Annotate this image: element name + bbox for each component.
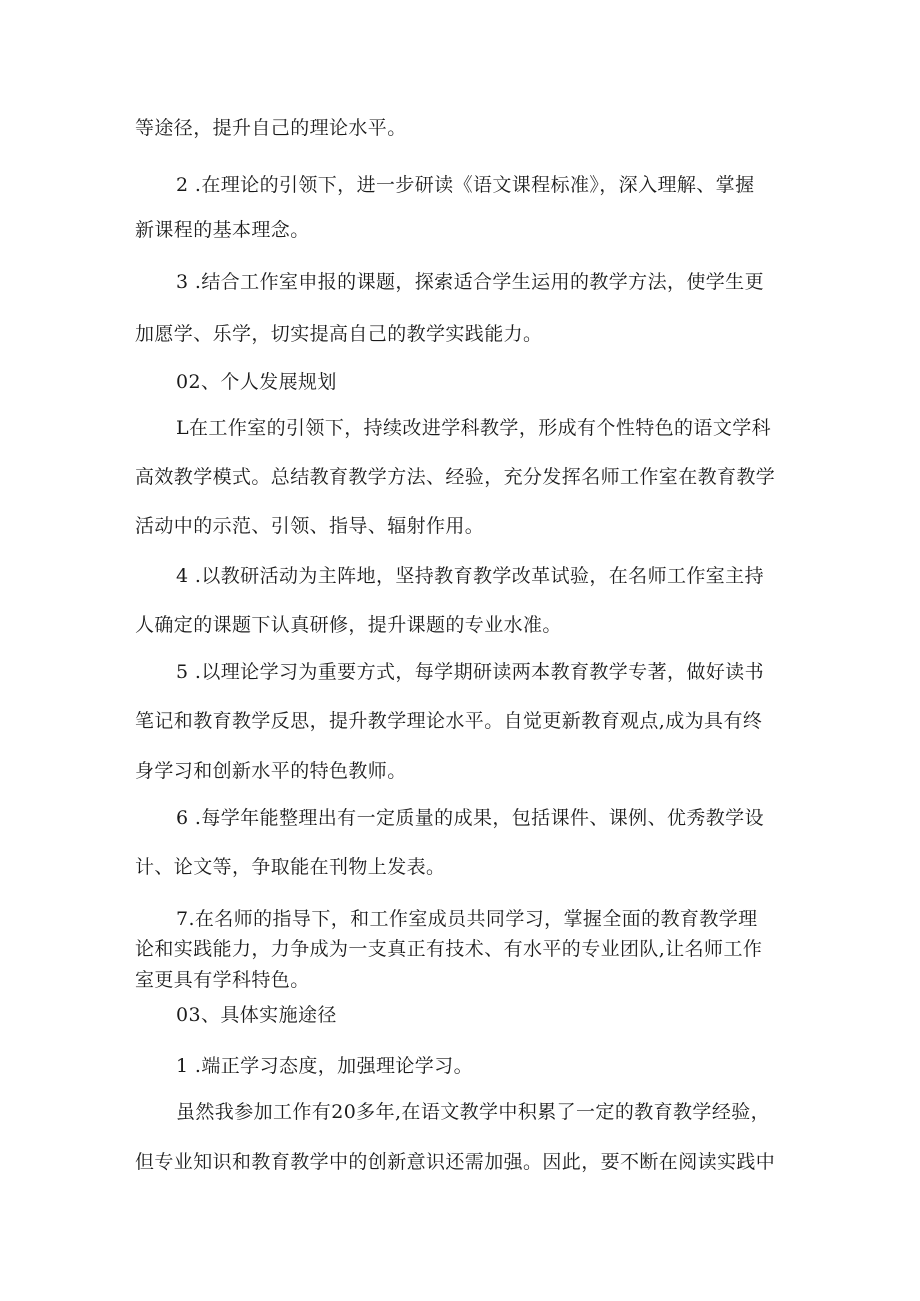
paragraph-3-line-1: 3 .结合工作室申报的课题，探索适合学生运用的教学方法，使学生更 [176, 271, 764, 293]
paragraph-4-line-3: 活动中的示范、引领、指导、辐射作用。 [135, 515, 485, 537]
paragraph-2-line-2: 新课程的基本理念。 [135, 219, 310, 241]
paragraph-6-line-2: 笔记和教育教学反思，提升教学理论水平。自觉更新教育观点,成为具有终 [135, 710, 763, 732]
paragraph-4-line-1: L在工作室的引领下，持续改进学科教学，形成有个性特色的语文学科 [176, 417, 772, 439]
paragraph-10-line-2: 但专业知识和教育教学中的创新意识还需加强。因此，要不断在阅读实践中 [135, 1151, 776, 1173]
paragraph-7-line-2: 计、论文等，争取能在刊物上发表。 [135, 856, 446, 878]
paragraph-5-line-2: 人确定的课题下认真研修，提升课题的专业水准。 [135, 614, 562, 636]
paragraph-9-line-1: 1 .端正学习态度，加强理论学习。 [176, 1055, 473, 1077]
paragraph-7-line-1: 6 .每学年能整理出有一定质量的成果，包括课件、课例、优秀教学设 [176, 807, 764, 829]
paragraph-5-line-1: 4 .以教研活动为主阵地，坚持教育教学改革试验，在名师工作室主持 [176, 565, 764, 587]
paragraph-8-line-3: 室更具有学科特色。 [135, 969, 310, 991]
paragraph-2-line-1: 2 .在理论的引领下，进一步研读《语文课程标准》，深入理解、掌握 [176, 174, 755, 196]
section-heading-03: 03、具体实施途径 [176, 1004, 337, 1026]
paragraph-10-line-1: 虽然我参加工作有20多年,在语文教学中积累了一定的教育教学经验， [176, 1101, 771, 1123]
paragraph-4-line-2: 高效教学模式。总结教育教学方法、经验，充分发挥名师工作室在教育教学 [135, 466, 776, 488]
paragraph-6-line-1: 5 .以理论学习为重要方式，每学期研读两本教育教学专著，做好读书 [176, 661, 764, 683]
paragraph-6-line-3: 身学习和创新水平的特色教师。 [135, 760, 407, 782]
paragraph-1-line-1: 等途径，提升自己的理论水平。 [135, 117, 407, 139]
paragraph-3-line-2: 加愿学、乐学，切实提高自己的教学实践能力。 [135, 323, 543, 345]
section-heading-02: 02、个人发展规划 [176, 371, 337, 393]
paragraph-8-line-1: 7.在名师的指导下，和工作室成员共同学习，掌握全面的教育教学理 [176, 908, 758, 930]
paragraph-8-line-2: 论和实践能力，力争成为一支真正有技术、有水平的专业团队,让名师工作 [135, 938, 763, 960]
